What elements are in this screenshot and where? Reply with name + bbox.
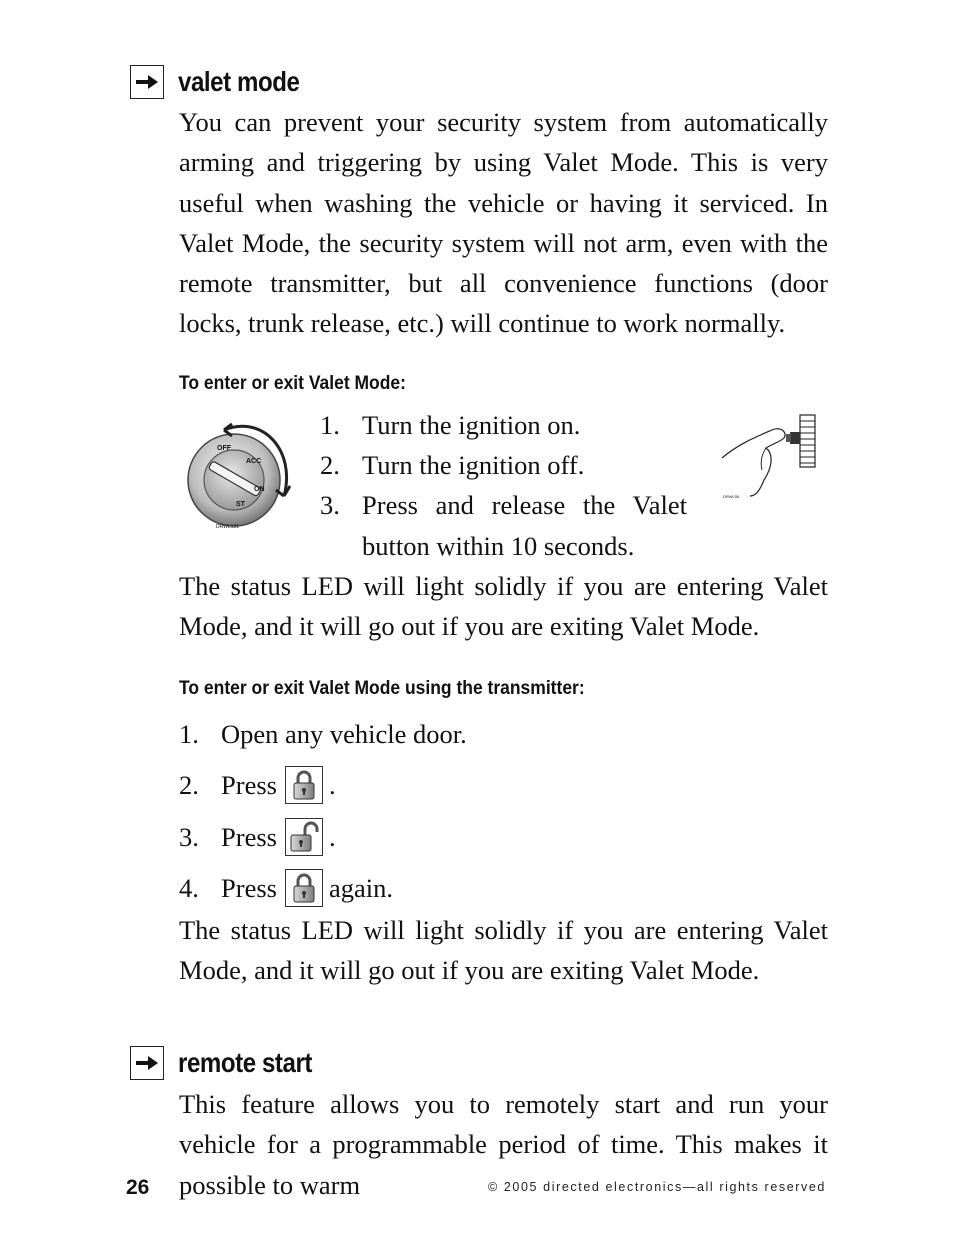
list-item: 1. Open any vehicle door. bbox=[179, 719, 467, 749]
list-item: 1. Turn the ignition on. bbox=[320, 410, 581, 440]
result-paragraph: The status LED will light solidly if you are entering Valet Mode, and it will go out if you are exiting Valet Mode. bbox=[179, 915, 828, 986]
ignition-st-label: ST bbox=[236, 501, 245, 508]
arrow-icon bbox=[130, 65, 164, 99]
lock-icon bbox=[285, 869, 323, 907]
ignition-figure-code: DRWL131 bbox=[216, 524, 239, 530]
ignition-acc-label: ACC bbox=[246, 458, 262, 465]
ignition-switch-illustration bbox=[184, 414, 296, 534]
page-number: 26 bbox=[126, 1176, 150, 1199]
finger-figure-code: DRWL55 bbox=[723, 494, 740, 499]
arrow-icon bbox=[130, 1046, 164, 1080]
result-paragraph: The status LED will light solidly if you are entering Valet Mode, and it will go out if you are exiting Valet Mode. bbox=[179, 571, 828, 642]
list-item: 3. Press and release the Valet bbox=[320, 490, 687, 520]
copyright-notice: © 2005 directed electronics—all rights reserved bbox=[487, 1180, 826, 1194]
list-item: 4. Press again. bbox=[179, 868, 393, 908]
unlock-icon bbox=[285, 818, 323, 856]
intro-paragraph: You can prevent your security system from automatically arming and triggering by using Valet Mode. This is very useful when washing the vehicle or having it serviced. In Valet Mode, the security system will not arm, even with the remote transmitter, but all convenience functions (door locks, trunk release, etc.) will continue to work normally. bbox=[179, 107, 828, 339]
list-item: 2. Press . bbox=[179, 765, 336, 805]
list-item: 3. Press . bbox=[179, 817, 336, 857]
list-item: 2. Turn the ignition off. bbox=[320, 450, 585, 480]
section-heading-remote-start bbox=[130, 1043, 334, 1083]
intro-paragraph: This feature allows you to remotely start and run your vehicle for a programmable period of time. This makes it possible to warm bbox=[179, 1089, 828, 1200]
ignition-off-label: OFF bbox=[217, 445, 231, 452]
lock-icon bbox=[285, 766, 323, 804]
section-title: remote start bbox=[178, 1047, 313, 1078]
finger-valet-button-illustration bbox=[720, 410, 820, 505]
list-item-continuation: button within 10 seconds. bbox=[362, 531, 635, 561]
subheading-transmitter: To enter or exit Valet Mode using the transmitter: bbox=[179, 678, 585, 699]
section-title: valet mode bbox=[178, 66, 300, 97]
subheading-enter-exit: To enter or exit Valet Mode: bbox=[179, 373, 406, 394]
ignition-on-label: ON bbox=[254, 486, 265, 493]
section-heading-valet-mode bbox=[130, 62, 319, 102]
